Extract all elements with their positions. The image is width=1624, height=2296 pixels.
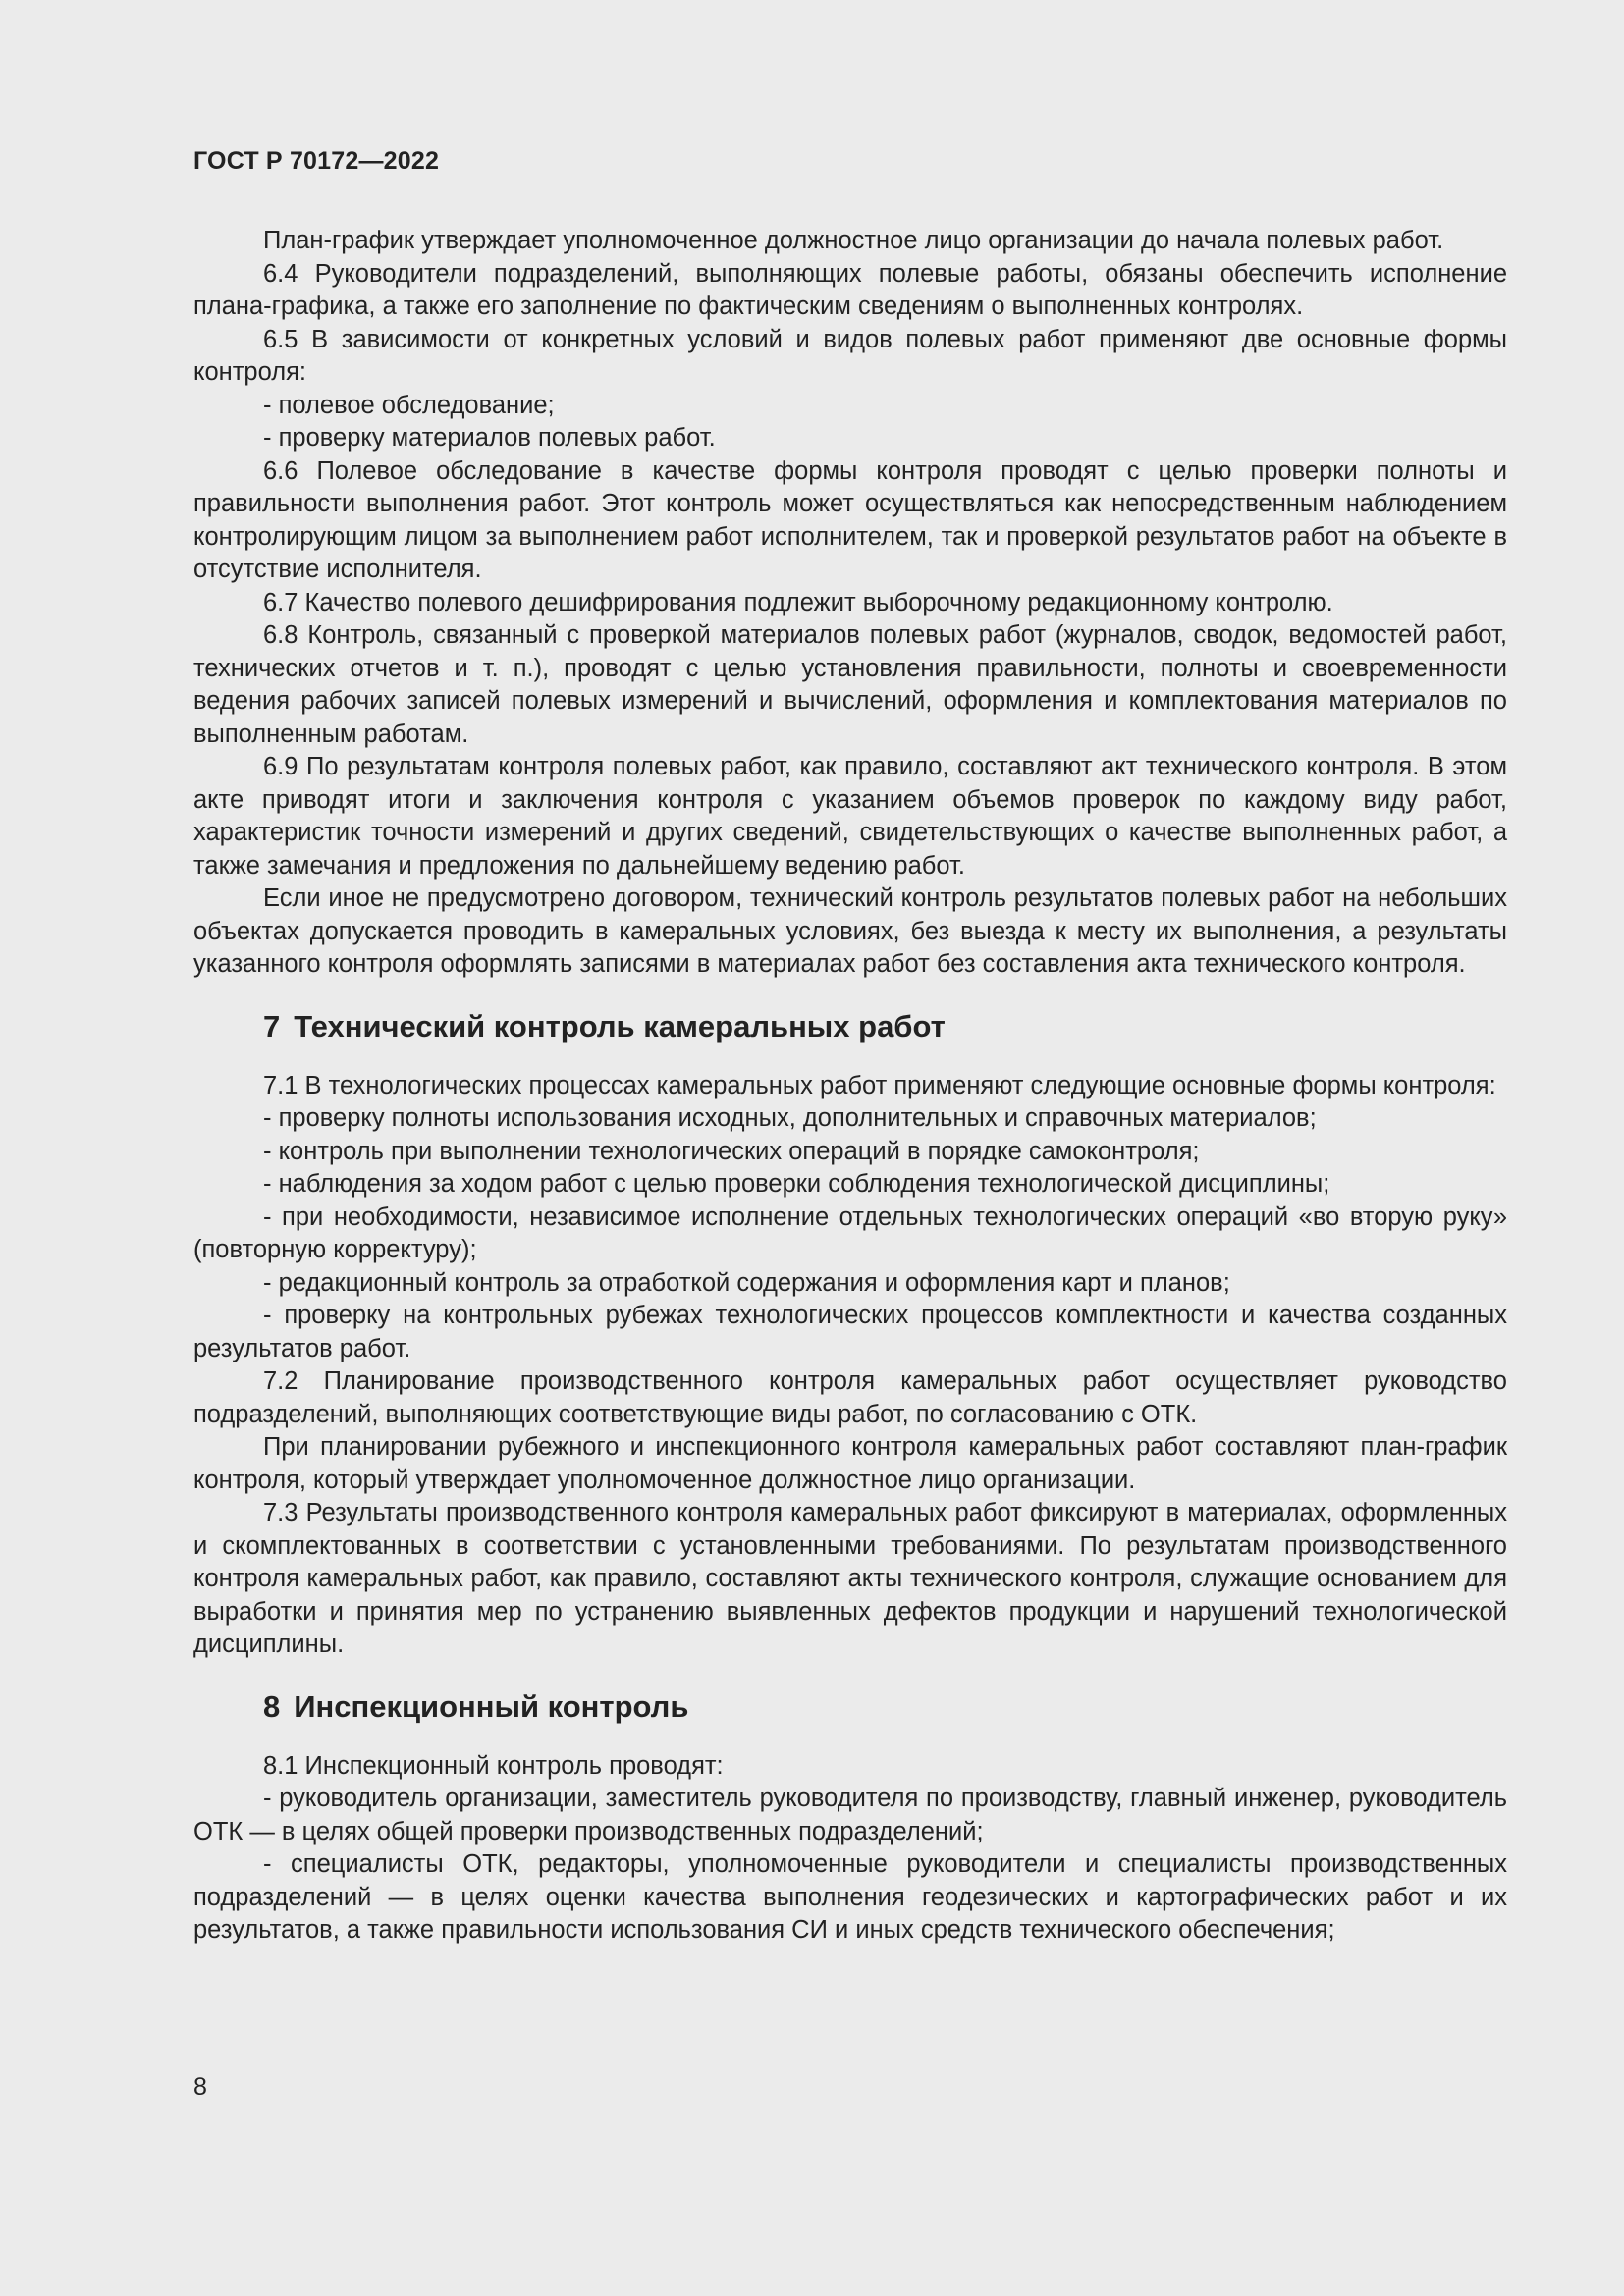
document-body (193, 225, 1507, 1948)
paragraph: - руководитель организации, заместитель руководителя по производству, главный инженер, руководитель ОТК — в целях общей проверки производственных подразделений; (193, 1785, 1507, 1845)
paragraph: 6.4 Руководители подразделений, выполняющих полевые работы, обязаны обеспечить исполнение плана-графика, а также его заполнение по фактическим сведениям о выполненных контролях. (193, 259, 1507, 320)
paragraph: 6.5 В зависимости от конкретных условий и видов полевых работ применяют две основные формы контроля: (193, 325, 1507, 386)
paragraph: - специалисты ОТК, редакторы, уполномоченные руководители и специалисты производственных подразделений — в целях оценки качества выполнения геодезических и картографических работ и их результатов, а также правильности использования СИ и иных средств технического обеспечения; (193, 1850, 1507, 1944)
paragraph: - при необходимости, независимое исполнение отдельных технологических операций «во вторую руку» (повторную корректуру); (193, 1202, 1507, 1263)
section-title: Технический контроль камеральных работ (294, 1008, 946, 1043)
paragraph: План-график утверждает уполномоченное должностное лицо организации до начала полевых работ. (263, 227, 1444, 254)
paragraph: - контроль при выполнении технологических операций в порядке самоконтроля; (263, 1137, 1200, 1165)
paragraph: Если иное не предусмотрено договором, технический контроль результатов полевых работ на небольших объектах допускается проводить в камеральных условиях, без выезда к месту их выполнения, а результаты указанного контроля оформлять записями в материалах работ без составления акта технического контроля. (193, 884, 1507, 978)
paragraph: 8.1 Инспекционный контроль проводят: (263, 1751, 724, 1780)
paragraph: При планировании рубежного и инспекционного контроля камеральных работ составляют план-график контроля, который утверждает уполномоченное должностное лицо организации. (193, 1433, 1507, 1494)
section-heading (193, 1007, 1507, 1046)
standard-code-header: ГОСТ Р 70172—2022 (193, 147, 440, 175)
page-number: 8 (193, 2073, 207, 2101)
paragraph: 6.6 Полевое обследование в качестве формы контроля проводят с целью проверки полноты и правильности выполнения работ. Этот контроль может осуществляться как непосредственным наблюдением контролирующим лицом за выполнением работ исполнителем, так и проверкой результатов работ на объекте в отсутствие исполнителя. (193, 456, 1507, 583)
paragraph: 7.3 Результаты производственного контроля камеральных работ фиксируют в материалах, оформленных и скомплектованных в соответствии с установленными требованиями. По результатам производственного контроля камеральных работ, как правило, составляют акты технического контроля, служащие основанием для выработки и принятия мер по устранению выявленных дефектов продукции и нарушений технологической дисциплины. (193, 1499, 1507, 1658)
paragraph: - проверку полноты использования исходных, дополнительных и справочных материалов; (263, 1104, 1317, 1132)
section-number: 7 (263, 1008, 281, 1043)
section-title: Инспекционный контроль (294, 1688, 689, 1724)
paragraph: 6.8 Контроль, связанный с проверкой материалов полевых работ (журналов, сводок, ведомостей работ, технических отчетов и т. п.), проводят с целью установления правильности, полноты и своевременности ведения рабочих записей полевых измерений и вычислений, оформления и комплектования материалов по выполненным работам. (193, 621, 1507, 748)
paragraph: - полевое обследование; (263, 391, 555, 419)
paragraph: 6.9 По результатам контроля полевых работ, как правило, составляют акт технического контроля. В этом акте приводят итоги и заключения контроля с указанием объемов проверок по каждому виду работ, характеристик точности измерений и других сведений, свидетельствующих о качестве выполненных работ, а также замечания и предложения по дальнейшему ведению работ. (193, 753, 1507, 880)
section-number: 8 (263, 1688, 281, 1724)
paragraph: 6.7 Качество полевого дешифрирования подлежит выборочному редакционному контролю. (263, 588, 1333, 616)
paragraph: - редакционный контроль за отработкой содержания и оформления карт и планов; (263, 1268, 1230, 1297)
paragraph: - наблюдения за ходом работ с целью проверки соблюдения технологической дисциплины; (263, 1170, 1330, 1198)
paragraph: - проверку материалов полевых работ. (263, 424, 716, 452)
paragraph: 7.1 В технологических процессах камеральных работ применяют следующие основные формы контроля: (263, 1071, 1496, 1099)
paragraph: 7.2 Планирование производственного контроля камеральных работ осуществляет руководство подразделений, выполняющих соответствующие виды работ, по согласованию с ОТК. (193, 1367, 1507, 1428)
section-heading (193, 1687, 1507, 1727)
paragraph: - проверку на контрольных рубежах технологических процессов комплектности и качества созданных результатов работ. (193, 1302, 1507, 1362)
